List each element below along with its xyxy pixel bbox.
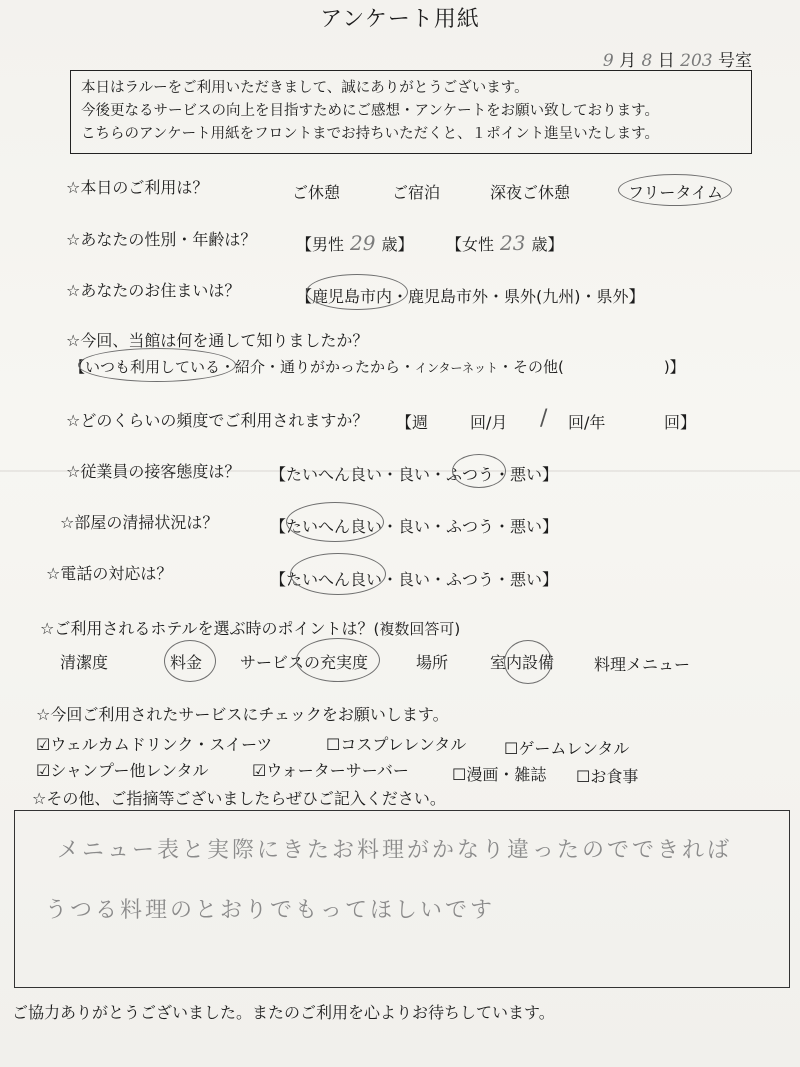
choice-cleanliness[interactable]: 清潔度 bbox=[60, 653, 109, 672]
question-comments: ☆その他、ご指摘等ございましたらぜひご記入ください。 bbox=[32, 789, 446, 808]
service-label: ウェルカムドリンク・スイーツ bbox=[50, 735, 273, 754]
female-age: 23 bbox=[500, 231, 526, 255]
month-value: 9 bbox=[602, 51, 614, 71]
question-how-found: ☆今回、当館は何を通して知りましたか？ bbox=[66, 331, 369, 350]
month-label: 月 bbox=[619, 51, 637, 71]
bracket-close: )】 bbox=[663, 358, 685, 376]
service-manga-magazines[interactable] bbox=[452, 762, 546, 785]
checkbox-checked[interactable]: ☑ bbox=[252, 761, 267, 780]
freq-week[interactable]: 【週 bbox=[396, 413, 429, 432]
page-title: アンケート用紙 bbox=[320, 7, 480, 32]
question-frequency: ☆どのくらいの頻度でご利用されますか？ bbox=[66, 411, 369, 430]
option-stay[interactable]: ご宿泊 bbox=[392, 183, 441, 202]
intro-line: 本日はラルーをご利用いただきまして、誠にありがとうございます。 bbox=[81, 80, 529, 96]
choice-location[interactable]: 場所 bbox=[416, 653, 449, 672]
handwritten-comment-line: うつる料理のとおりでもってほしいです bbox=[45, 898, 496, 923]
phone-rating-options[interactable]: 【たいへん良い・良い・ふつう・悪い】 bbox=[270, 570, 559, 589]
option-kagoshima-city[interactable]: 鹿児島市内 bbox=[312, 287, 393, 306]
question-room-cleaning: ☆部屋の清掃状況は？ bbox=[60, 513, 219, 532]
bracket-open: 【 bbox=[296, 287, 313, 306]
multiple-answers-note: (複数回答可) bbox=[373, 620, 461, 638]
residence-options bbox=[296, 284, 645, 307]
day-value: 8 bbox=[641, 51, 653, 71]
option-always-use[interactable]: 【いつも利用している bbox=[70, 358, 221, 376]
question-phone-response: ☆電話の対応は？ bbox=[46, 564, 173, 583]
service-water-server[interactable] bbox=[252, 758, 409, 781]
bracket-close: 】 bbox=[628, 287, 645, 306]
service-label: ウォーターサーバー bbox=[266, 761, 409, 780]
male-open: 【男性 bbox=[296, 235, 345, 254]
choice-service[interactable]: サービスの充実度 bbox=[240, 653, 369, 672]
freq-slash: / bbox=[540, 406, 548, 431]
male-unit: 歳】 bbox=[381, 235, 414, 254]
comment-box[interactable] bbox=[14, 810, 790, 988]
checkbox-checked[interactable]: ☑ bbox=[36, 735, 51, 754]
male-age-field[interactable] bbox=[296, 231, 413, 255]
handwritten-comment-line: メニュー表と実際にきたお料理がかなり違ったのでできれば bbox=[57, 838, 733, 863]
service-game-rental[interactable] bbox=[504, 736, 629, 759]
checkbox-unchecked[interactable]: ☐ bbox=[576, 767, 591, 786]
checkbox-unchecked[interactable]: ☐ bbox=[504, 739, 519, 758]
choice-price[interactable]: 料金 bbox=[170, 653, 203, 672]
day-label: 日 bbox=[657, 51, 675, 71]
checkbox-checked[interactable]: ☑ bbox=[36, 761, 51, 780]
question-hotel-choice bbox=[40, 616, 460, 639]
room-label: 号室 bbox=[718, 51, 752, 71]
question-usage: ☆本日のご利用は？ bbox=[66, 178, 209, 197]
option-other-areas[interactable]: ・鹿児島市外・県外(九州)・県外 bbox=[392, 287, 629, 306]
cleaning-rating-options[interactable]: 【たいへん良い・良い・ふつう・悪い】 bbox=[270, 517, 559, 536]
option-rest[interactable]: ご休憩 bbox=[292, 183, 341, 202]
service-label: コスプレレンタル bbox=[340, 735, 467, 754]
service-label: ゲームレンタル bbox=[518, 739, 630, 758]
option-late-night-rest[interactable]: 深夜ご休憩 bbox=[490, 183, 571, 202]
how-found-options bbox=[70, 356, 685, 377]
service-cosplay-rental[interactable] bbox=[326, 732, 466, 755]
checkbox-unchecked[interactable]: ☐ bbox=[326, 735, 341, 754]
intro-box bbox=[70, 70, 752, 154]
question-residence: ☆あなたのお住まいは？ bbox=[66, 281, 241, 300]
male-age: 29 bbox=[350, 231, 376, 255]
question-services-used: ☆今回ご利用されたサービスにチェックをお願いします。 bbox=[36, 705, 449, 724]
freq-month[interactable]: 回/月 bbox=[470, 413, 508, 432]
question-staff-attitude: ☆従業員の接客態度は？ bbox=[66, 462, 241, 481]
choice-food-menu[interactable]: 料理メニュー bbox=[594, 655, 691, 674]
service-shampoo-rental[interactable] bbox=[36, 758, 209, 781]
choice-room-facilities[interactable]: 室内設備 bbox=[490, 653, 555, 672]
footer-thanks: ご協力ありがとうございました。またのご利用を心よりお待ちしています。 bbox=[12, 1003, 555, 1022]
service-label: お食事 bbox=[590, 767, 639, 786]
intro-line: 今後更なるサービスの向上を目指すためにご感想・アンケートをお願い致しております。 bbox=[81, 103, 659, 119]
female-open: 【女性 bbox=[446, 235, 495, 254]
service-label: シャンプー他レンタル bbox=[50, 761, 209, 780]
option-free-time[interactable]: フリータイム bbox=[628, 183, 724, 202]
question-hotel-choice-label: ☆ご利用されるホテルを選ぶ時のポイントは？ bbox=[40, 619, 374, 638]
freq-close: 回】 bbox=[664, 413, 697, 432]
question-gender-age: ☆あなたの性別・年齢は？ bbox=[66, 230, 257, 249]
service-meals[interactable] bbox=[576, 764, 638, 787]
service-welcome-drink[interactable] bbox=[36, 732, 272, 755]
female-unit: 歳】 bbox=[531, 235, 564, 254]
option-internet[interactable]: インターネット bbox=[415, 361, 498, 375]
checkbox-unchecked[interactable]: ☐ bbox=[452, 765, 467, 784]
service-label: 漫画・雑誌 bbox=[466, 765, 547, 784]
option-referral-passing[interactable]: ・紹介・通りがかったから・ bbox=[220, 358, 416, 376]
option-other[interactable]: ・その他( bbox=[497, 358, 564, 376]
staff-rating-options[interactable]: 【たいへん良い・良い・ふつう・悪い】 bbox=[270, 465, 559, 484]
date-room-line bbox=[603, 46, 752, 71]
intro-line: こちらのアンケート用紙をフロントまでお持ちいただくと、１ポイント進呈いたします。 bbox=[81, 126, 659, 142]
room-number: 203 bbox=[680, 51, 713, 71]
female-age-field[interactable] bbox=[446, 231, 563, 255]
freq-year[interactable]: 回/年 bbox=[568, 413, 606, 432]
